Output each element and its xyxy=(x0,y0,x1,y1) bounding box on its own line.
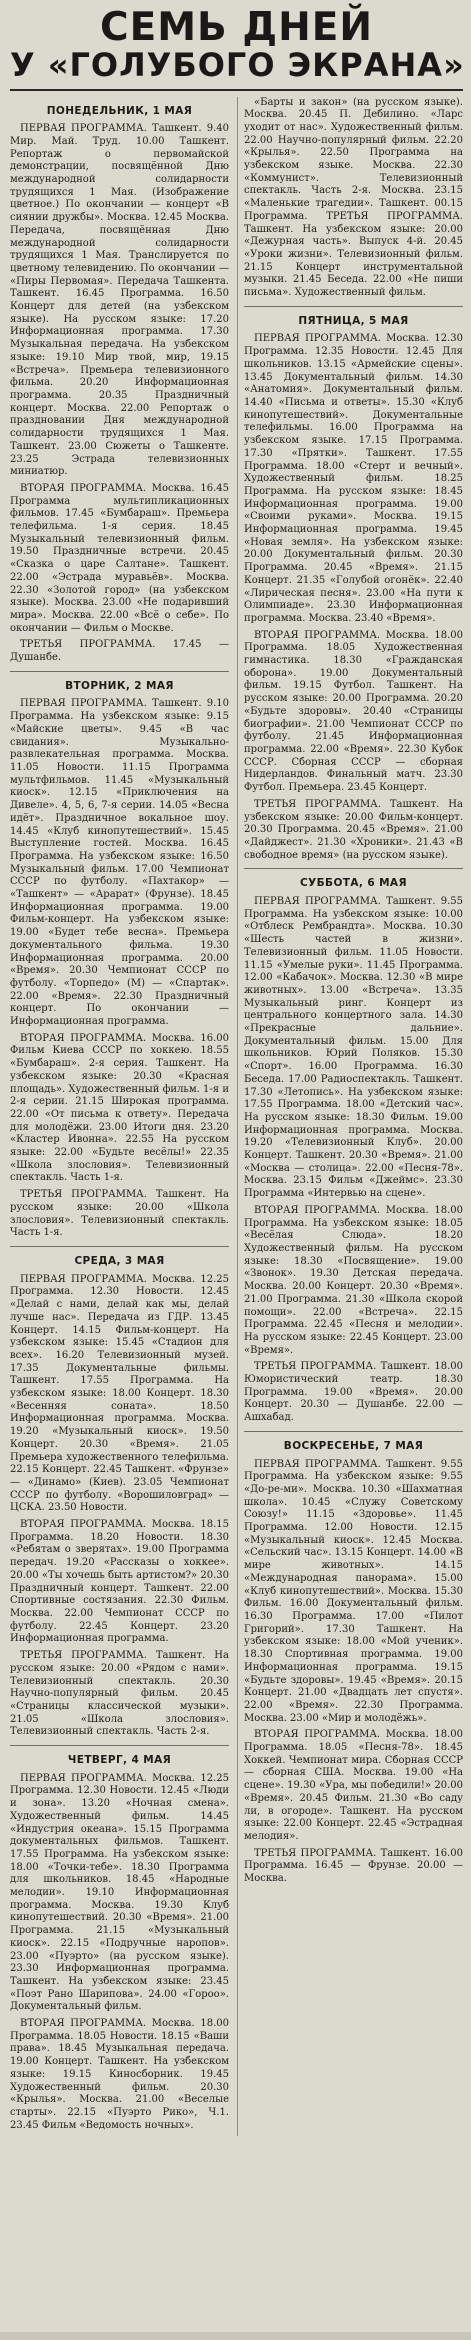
left-column xyxy=(10,97,229,2137)
program-third-wednesday: ТРЕТЬЯ ПРОГРАММА. Ташкент. На русском языке: 20.00 «Рядом с нами». Телевизионный спектакль. 20.30 Научно-популярный фильм. 20.45 «Страницы классической музыки». 21.05 «Школа злословия». Телевизионный спектакль. Часть 2-я. xyxy=(10,1650,229,1738)
program-second-monday: ВТОРАЯ ПРОГРАММА. Москва. 16.45 Программа мультипликационных фильмов. 17.45 «Бумбараш». Премьера телефильма. 1-я серия. 18.45 Музыкальный телевизионный фильм. 19.50 Праздничные встречи. 20.45 «Сказка о царе Салтане». Ташкент. 22.00 «Эстрада муравьёв». Москва. 22.30 «Золотой город» (на узбекском языке). Москва. 23.00 «Не подаривший мира». Москва. 22.00 «Всё о себе». По окончании — Фильм о Москве. xyxy=(10,482,229,634)
right-column xyxy=(237,97,463,2137)
day-title-tuesday: ВТОРНИК, 2 МАЯ xyxy=(65,679,174,692)
headline-line-2: У «ГОЛУБОГО ЭКРАНА» xyxy=(10,45,465,84)
program-second-sunday: ВТОРАЯ ПРОГРАММА. Москва. 18.00 Программа. 18.05 «Песня-78». 18.45 Хоккей. Чемпионат мира. Сборная СССР — сборная США. Москва. 19.00 «На сцене». 19.30 «Ура, мы победили!» 20.00 «Время». 20.45 Фильм. 21.30 «Во саду ли, в огороде». Ташкент. На русском языке: 22.00 Концерт. 22.45 «Эстрадная мелодия». xyxy=(244,1729,463,1842)
program-first-sunday: ПЕРВАЯ ПРОГРАММА. Ташкент. 9.55 Программа. На узбекском языке: 9.55 «До-ре-ми». Москва. 10.30 «Шахматная школа». 10.45 «Служу Советскому Союзу!» 11.15 «Здоровье». 11.45 Программа. 12.00 Новости. 12.15 «Музыкальный киоск». 12.45 Москва. «Сельский час». 13.15 Концерт. 14.00 «В мире животных». 14.15 «Международная панорама». 15.00 «Клуб кинопутешествий». Москва. 15.30 Фильм. 16.00 Документальный фильм. 16.30 Программа. 17.00 «Пилот Григорий». 17.30 Ташкент. На узбекском языке: 18.00 «Мой ученик». 18.30 Спортивная программа. 19.00 Информационная программа. 19.15 «Будьте здоровы». 19.45 «Время». 20.15 Концерт. 21.00 «Двадцать лет спустя». 22.00 «Время». 22.30 Программа. Москва. 23.00 «Мир и молодёжь». xyxy=(244,1458,463,1724)
divider xyxy=(10,1246,229,1247)
day-title-saturday: СУББОТА, 6 МАЯ xyxy=(300,877,407,890)
divider xyxy=(10,671,229,672)
day-title-thursday: ЧЕТВЕРГ, 4 МАЯ xyxy=(67,1754,172,1767)
page-bottom-edge xyxy=(0,2332,471,2340)
program-third-friday: ТРЕТЬЯ ПРОГРАММА. Ташкент. На узбекском языке: 20.00 Фильм-концерт. 20.30 Программа. 20.45 «Время». 21.00 «Дайджест». 21.30 «Хроники». 21.43 «В свободное время» (на русском языке). xyxy=(244,798,463,861)
program-third-tuesday: ТРЕТЬЯ ПРОГРАММА. Ташкент. На русском языке: 20.00 «Школа злословия». Телевизионный спектакль. Часть 1-я. xyxy=(10,1189,229,1239)
program-third-monday: ТРЕТЬЯ ПРОГРАММА. 17.45 — Душанбе. xyxy=(10,639,229,664)
divider xyxy=(244,868,463,869)
day-title-monday: ПОНЕДЕЛЬНИК, 1 МАЯ xyxy=(46,104,193,117)
day-title-sunday: ВОСКРЕСЕНЬЕ, 7 МАЯ xyxy=(283,1439,424,1452)
program-first-wednesday: ПЕРВАЯ ПРОГРАММА. Москва. 12.25 Программа. 12.30 Новости. 12.45 «Делай с нами, делай как мы, делай лучше нас». Передача из ГДР. 13.45 Концерт. 14.15 Фильм-концерт. На узбекском языке: 15.45 «Стадион для всех». 16.20 Телевизионный музей. 17.35 Документальные фильмы. Ташкент. 17.55 Программа. На узбекском языке: 18.00 Концерт. 18.30 «Весенняя соната». 18.50 Информационная программа. Москва. 19.20 «Музыкальный киоск». 19.50 Концерт. 20.30 «Время». 21.05 Премьера художественного телефильма. 22.15 Концерт. 22.45 Ташкент. «Фрунзе» — «Динамо» (Киев). 23.05 Чемпионат СССР по футболу. «Ворошиловград» — ЦСКА. 23.50 Новости. xyxy=(10,1273,229,1514)
program-third-sunday: ТРЕТЬЯ ПРОГРАММА. Ташкент. 16.00 Программа. 16.45 — Фрунзе. 20.00 — Москва. xyxy=(244,1847,463,1885)
program-continuation: «Барты и закон» (на русском языке). Москва. 20.45 П. Дебилино. «Ларс уходит от нас». Художественный фильм. 22.00 Научно-популярный фильм. 22.20 «Крылья». 22.50 Программа на узбекском языке. Москва. 22.30 «Коммунист». Телевизионный спектакль. Часть 2-я. Москва. 23.15 «Маленькие трагедии». Ташкент. 00.15 Программа. ТРЕТЬЯ ПРОГРАММА. Ташкент. На узбекском языке: 20.00 «Дежурная часть». Выпуск 4-й. 20.45 «Уроки жизни». Телевизионный фильм. 21.15 Концерт инструментальной музыки. 21.45 Беседа. 22.00 «Не пиши письма». Художественный фильм. xyxy=(244,96,463,299)
masthead xyxy=(10,6,463,91)
columns xyxy=(10,97,463,2137)
program-first-friday: ПЕРВАЯ ПРОГРАММА. Москва. 12.30 Программа. 12.35 Новости. 12.45 Для школьников. 13.15 «Армейские сцены». 13.45 Документальный фильм. 14.30 «Анатомия». Документальный фильм. 14.40 «Письма и ответы». 15.30 «Клуб кинопутешествий». Документальные телефильмы. 16.00 Программа на узбекском языке. 17.15 Программа. 17.30 «Прятки». Ташкент. 17.55 Программа. 18.00 «Стерт и вечный». Художественный фильм. 18.25 Программа. На русском языке: 18.45 Информационная программа. 19.00 «Своими руками». Москва. 19.15 Информационная программа. 19.45 «Новая земля». На узбекском языке: 20.00 Документальный фильм. 20.30 Программа. 20.45 «Время». 21.15 Концерт. 21.35 «Голубой огонёк». 22.40 «Лирическая песня». 23.00 «На пути к Олимпиаде». 23.30 Информационная программа. Москва. 23.40 «Время». xyxy=(244,333,463,624)
program-first-monday: ПЕРВАЯ ПРОГРАММА. Ташкент. 9.40 Мир. Май. Труд. 10.00 Ташкент. Репортаж о первомайской демонстрации, посвящённой Дню международной солидарности трудящихся 1 Мая. (Изображение цветное.) По окончании — концерт «В сиянии дружбы». Москва. 12.45 Москва. Передача, посвящённая Дню международной солидарности трудящихся 1 Мая. Транслируется по цветному телевидению. По окончании — «Пиры Первомая». Передача Ташкента. Ташкент. 16.45 Программа. 16.50 Концерт для детей (на узбекском языке). На русском языке: 17.20 Информационная программа. 17.30 Музыкальная передача. На узбекском языке: 19.10 Мир твой, мир, 19.15 «Встреча». Премьера телевизионного фильма. 20.20 Информационная программа. 20.35 Праздничный концерт. Москва. 22.00 Репортаж о праздновании Дня международной солидарности трудящихся 1 Мая. Ташкент. 23.00 Сюжеты о Ташкенте. 23.25 Эстрада телевизионных миниатюр. xyxy=(10,123,229,478)
program-second-saturday: ВТОРАЯ ПРОГРАММА. Москва. 18.00 Программа. На узбекском языке: 18.05 «Весёлая Слюда». 18.20 Художественный фильм. На русском языке: 18.30 «Посвящение». 19.00 «Звонок». 19.30 Детская передача. Москва. 20.00 Концерт. 20.30 «Время». 21.00 Программа. 21.30 «Школа скорой помощи». 22.00 «Встреча». 22.15 Программа. 22.45 «Песня и мелодии». На русском языке: 22.45 Концерт. 23.00 «Время». xyxy=(244,1204,463,1356)
headline-line-1: СЕМЬ ДНЕЙ xyxy=(99,5,374,50)
program-first-saturday: ПЕРВАЯ ПРОГРАММА. Ташкент. 9.55 Программа. На узбекском языке: 10.00 «Отблеск Рембрандта». Москва. 10.30 «Шесть частей в жизни». Телевизионный фильм. 11.05 Новости. 11.15 «Умелые руки». 11.45 Программа. 12.00 «Кабачок». Москва. 12.30 «В мире животных». 13.00 «Встреча». 13.35 Музыкальный ринг. Концерт из центрального концертного зала. 14.30 «Прекрасные дальние». Документальный фильм. 15.00 Для школьников. Юрий Поляков. 15.30 «Спорт». 16.00 Программа. 16.30 Беседа. 17.00 Радиоспектакль. Ташкент. 17.30 «Летопись». На узбекском языке: 17.55 Программа. 18.00 «Детский час». На русском языке: 18.30 Фильм. 19.00 Информационная программа. Москва. 19.20 «Телевизионный Клуб». 20.00 Концерт. Ташкент. 20.30 «Время». 21.00 «Москва — столица». 22.00 «Песня-78». Москва. 23.15 Фильм «Джеймс». 23.30 Программа «Интервью на сцене». xyxy=(244,896,463,1200)
program-first-tuesday: ПЕРВАЯ ПРОГРАММА. Ташкент. 9.10 Программа. На узбекском языке: 9.15 «Майские цветы». 9.45 «В час свидания». Музыкально-развлекательная программа. Москва. 11.05 Новости. 11.15 Программа мультфильмов. 11.45 «Музыкальный киоск». 12.15 «Приключения на Дивеле». 4, 5, 6, 7-я серии. 14.05 «Весна идёт». Праздничное вокальное шоу. 14.45 «Клуб кинопутешествий». 15.45 Выступление гостей. Москва. 16.45 Программа. На узбекском языке: 16.50 Музыкальный фильм. 17.00 Чемпионат СССР по футболу. «Пахтакор» — «Ташкент» — «Арарат» (Фрунзе). 18.45 Информационная программа. 19.00 Фильм-концерт. На узбекском языке: 19.00 «Будет тебе весна». Премьера документального фильма. 19.30 Информационная программа. 20.00 «Время». 20.30 Чемпионат СССР по футболу. «Торпедо» (М) — «Спартак». 22.00 «Время». 22.30 Праздничный концерт. По окончании — Информационная программа. xyxy=(10,698,229,1028)
day-title-wednesday: СРЕДА, 3 МАЯ xyxy=(74,1255,165,1267)
program-second-tuesday: ВТОРАЯ ПРОГРАММА. Москва. 16.00 Фильм Киева СССР по хоккею. 18.55 «Бумбараш». 2-я серия. Ташкент. На узбекском языке: 20.30 «Красная площадь». Художественный фильм. 1-я и 2-я серии. 21.15 Широкая программа. 22.00 «От письма к ответу». Передача для молодёжи. 23.00 Итоги дня. 23.20 «Кластер Ивонна». 22.55 На русском языке: 22.00 «Будьте весёлы!» 22.35 «Школа злословия». Телевизионный спектакль. Часть 1-я. xyxy=(10,1032,229,1184)
divider xyxy=(244,306,463,307)
divider xyxy=(244,1431,463,1432)
day-title-friday: ПЯТНИЦА, 5 МАЯ xyxy=(298,314,409,327)
program-second-wednesday: ВТОРАЯ ПРОГРАММА. Москва. 18.15 Программа. 18.20 Новости. 18.30 «Ребятам о зверятах». 19.00 Программа передач. 19.20 «Рассказы о хоккее». 20.00 «Ты хочешь быть артистом?» 20.30 Праздничный концерт. Ташкент. 22.00 Спортивные состязания. 22.30 Фильм. Москва. 22.00 Чемпионат СССР по футболу. 22.45 Концерт. 23.20 Информационная программа. xyxy=(10,1519,229,1645)
program-third-saturday: ТРЕТЬЯ ПРОГРАММА. Ташкент. 18.00 Юмористический театр. 18.30 Программа. 19.00 «Время». 20.00 Концерт. 20.30 — Душанбе. 22.00 — Ашхабад. xyxy=(244,1361,463,1424)
program-second-friday: ВТОРАЯ ПРОГРАММА. Москва. 18.00 Программа. 18.05 Художественная гимнастика. 18.30 «Гражданская оборона». 19.00 Документальный фильм. 19.15 Футбол. Ташкент. На русском языке: 20.00 Программа. 20.20 «Будьте здоровы». 20.40 «Страницы биографии». 21.00 Чемпионат СССР по футболу. 21.45 Информационная программа. 22.00 «Время». 22.30 Кубок СССР. Сборная СССР — сборная Нидерландов. Финальный матч. 23.30 Футбол. Премьера. 23.45 Концерт. xyxy=(244,629,463,794)
program-first-thursday: ПЕРВАЯ ПРОГРАММА. Москва. 12.25 Программа. 12.30 Новости. 12.45 «Люди и зона». 13.20 «Ночная смена». Художественный фильм. 14.45 «Индустрия океана». 15.15 Программа документальных фильмов. Ташкент. 17.55 Программа. На узбекском языке: 18.00 «Точки-тебе». 18.30 Программа для школьников. 18.45 «Народные мелодии». 19.10 Информационная программа. Москва. 19.30 Клуб кинопутешествий. 20.30 «Время». 21.00 Программа. 21.15 «Музыкальный киоск». 22.15 «Подручные наропов». 23.00 «Пуэрто» (на русском языке). 23.30 Информационная программа. Ташкент. На узбекском языке: 23.45 «Поэт Рано Шарипова». 24.00 «Гороо». Документальный фильм. xyxy=(10,1772,229,2013)
program-second-thursday: ВТОРАЯ ПРОГРАММА. Москва. 18.00 Программа. 18.05 Новости. 18.15 «Ваши права». 18.45 Музыкальная передача. 19.00 Концерт. Ташкент. На узбекском языке: 19.15 Киносборник. 19.45 Художественный фильм. 20.30 «Крылья». Москва. 21.00 «Веселые старты». 22.15 «Пуэрто Рико», Ч.1. 23.45 Фильм «Ведомость ночных». xyxy=(10,2018,229,2131)
divider xyxy=(10,1745,229,1746)
